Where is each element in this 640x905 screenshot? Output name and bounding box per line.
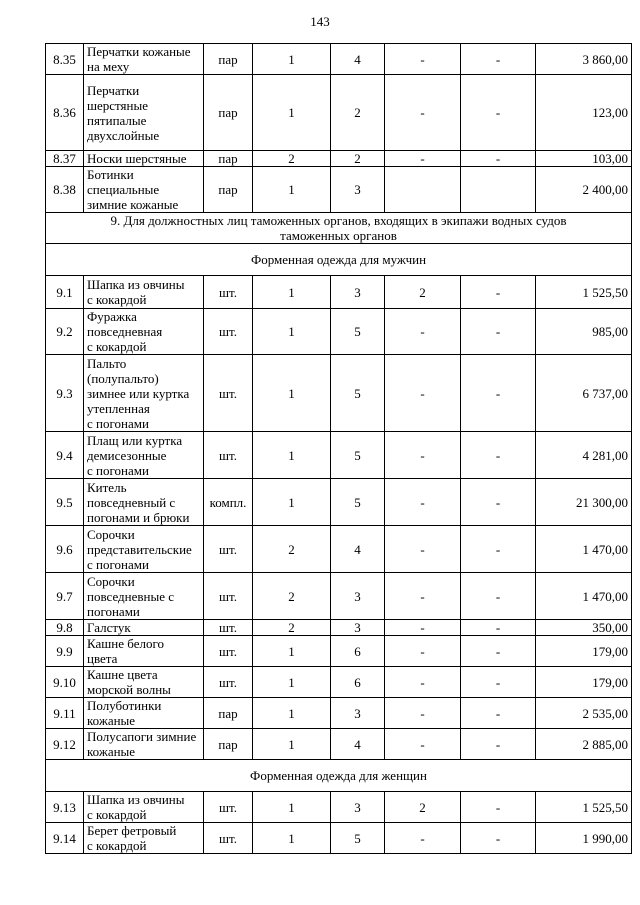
unit-cell: шт. [204, 667, 253, 698]
item-name-cell: Носки шерстяные [84, 151, 204, 167]
quantity-cell: 2 [253, 151, 331, 167]
item-name-cell: Плащ или куртка демисезонные с погонами [84, 432, 204, 479]
column-5-cell: - [385, 698, 461, 729]
quantity-cell: 1 [253, 432, 331, 479]
table-row [46, 75, 632, 151]
price-cell: 4 281,00 [536, 432, 632, 479]
quantity-cell: 1 [253, 729, 331, 760]
column-5-cell: - [385, 44, 461, 75]
price-cell: 103,00 [536, 151, 632, 167]
item-number-cell: 9.4 [46, 432, 84, 479]
section-row [46, 213, 632, 244]
table-row [46, 355, 632, 432]
unit-cell: компл. [204, 479, 253, 526]
item-number-cell: 9.14 [46, 823, 84, 854]
column-5-cell: - [385, 75, 461, 151]
unit-cell: шт. [204, 792, 253, 823]
column-5-cell: - [385, 479, 461, 526]
item-name-cell: Перчатки кожаные на меху [84, 44, 204, 75]
unit-cell: шт. [204, 620, 253, 636]
item-name-cell: Пальто (полупальто) зимнее или куртка утепленная с погонами [84, 355, 204, 432]
column-6-cell: - [461, 698, 536, 729]
column-6-cell: - [461, 151, 536, 167]
wear-period-cell: 3 [331, 792, 385, 823]
column-6-cell: - [461, 432, 536, 479]
wear-period-cell: 5 [331, 309, 385, 355]
price-cell: 985,00 [536, 309, 632, 355]
wear-period-cell: 4 [331, 729, 385, 760]
subsection-title: Форменная одежда для мужчин [46, 244, 632, 276]
quantity-cell: 1 [253, 44, 331, 75]
table-row [46, 167, 632, 213]
column-6-cell: - [461, 792, 536, 823]
quantity-cell: 2 [253, 526, 331, 573]
subsection-row [46, 244, 632, 276]
unit-cell: пар [204, 44, 253, 75]
item-name-cell: Галстук [84, 620, 204, 636]
page-number: 143 [310, 14, 330, 29]
table-row [46, 620, 632, 636]
item-name-cell: Ботинки специальные зимние кожаные [84, 167, 204, 213]
item-number-cell: 9.12 [46, 729, 84, 760]
wear-period-cell: 6 [331, 667, 385, 698]
unit-cell: пар [204, 729, 253, 760]
item-number-cell: 9.5 [46, 479, 84, 526]
quantity-cell: 2 [253, 620, 331, 636]
price-cell: 2 885,00 [536, 729, 632, 760]
price-cell: 3 860,00 [536, 44, 632, 75]
item-name-cell: Фуражка повседневная с кокардой [84, 309, 204, 355]
quantity-cell: 1 [253, 479, 331, 526]
column-5-cell: 2 [385, 276, 461, 309]
table-row [46, 151, 632, 167]
column-5-cell: - [385, 620, 461, 636]
price-cell: 179,00 [536, 667, 632, 698]
wear-period-cell: 4 [331, 526, 385, 573]
wear-period-cell: 2 [331, 75, 385, 151]
column-6-cell: - [461, 75, 536, 151]
unit-cell: шт. [204, 573, 253, 620]
column-6-cell: - [461, 729, 536, 760]
item-name-cell: Полуботинки кожаные [84, 698, 204, 729]
price-cell: 21 300,00 [536, 479, 632, 526]
column-5-cell: - [385, 526, 461, 573]
subsection-title: Форменная одежда для женщин [46, 760, 632, 792]
column-6-cell: - [461, 667, 536, 698]
table-row [46, 823, 632, 854]
unit-cell: пар [204, 167, 253, 213]
table-row [46, 276, 632, 309]
column-6-cell [461, 167, 536, 213]
column-5-cell: - [385, 151, 461, 167]
item-number-cell: 9.1 [46, 276, 84, 309]
quantity-cell: 1 [253, 823, 331, 854]
item-number-cell: 8.35 [46, 44, 84, 75]
column-5-cell: - [385, 355, 461, 432]
unit-cell: шт. [204, 355, 253, 432]
column-6-cell: - [461, 309, 536, 355]
quantity-cell: 1 [253, 355, 331, 432]
column-5-cell: - [385, 573, 461, 620]
column-6-cell: - [461, 620, 536, 636]
item-number-cell: 9.8 [46, 620, 84, 636]
price-cell: 1 470,00 [536, 526, 632, 573]
column-5-cell: - [385, 667, 461, 698]
unit-cell: шт. [204, 636, 253, 667]
table-row [46, 729, 632, 760]
item-name-cell: Кашне цвета морской волны [84, 667, 204, 698]
wear-period-cell: 5 [331, 355, 385, 432]
quantity-cell: 1 [253, 667, 331, 698]
norms-table [45, 43, 632, 854]
wear-period-cell: 3 [331, 276, 385, 309]
column-6-cell: - [461, 44, 536, 75]
item-name-cell: Шапка из овчины с кокардой [84, 792, 204, 823]
unit-cell: шт. [204, 309, 253, 355]
item-number-cell: 9.11 [46, 698, 84, 729]
table-row [46, 479, 632, 526]
subsection-row [46, 760, 632, 792]
wear-period-cell: 3 [331, 573, 385, 620]
item-number-cell: 9.9 [46, 636, 84, 667]
wear-period-cell: 5 [331, 479, 385, 526]
item-name-cell: Китель повседневный с погонами и брюки [84, 479, 204, 526]
column-5-cell: - [385, 636, 461, 667]
item-number-cell: 9.6 [46, 526, 84, 573]
price-cell: 2 400,00 [536, 167, 632, 213]
section-title: 9. Для должностных лиц таможенных органов, входящих в экипажи водных судов таможенных органов [46, 213, 632, 244]
column-6-cell: - [461, 526, 536, 573]
table-body [46, 44, 632, 854]
column-6-cell: - [461, 823, 536, 854]
price-cell: 1 990,00 [536, 823, 632, 854]
table-row [46, 698, 632, 729]
column-5-cell: - [385, 823, 461, 854]
item-number-cell: 8.36 [46, 75, 84, 151]
price-cell: 1 525,50 [536, 792, 632, 823]
unit-cell: шт. [204, 823, 253, 854]
item-number-cell: 8.37 [46, 151, 84, 167]
quantity-cell: 1 [253, 309, 331, 355]
wear-period-cell: 3 [331, 698, 385, 729]
quantity-cell: 1 [253, 636, 331, 667]
item-number-cell: 8.38 [46, 167, 84, 213]
column-5-cell: - [385, 432, 461, 479]
quantity-cell: 1 [253, 792, 331, 823]
wear-period-cell: 3 [331, 620, 385, 636]
unit-cell: пар [204, 698, 253, 729]
quantity-cell: 1 [253, 167, 331, 213]
item-number-cell: 9.7 [46, 573, 84, 620]
price-cell: 123,00 [536, 75, 632, 151]
table-row [46, 309, 632, 355]
unit-cell: шт. [204, 526, 253, 573]
item-name-cell: Шапка из овчины с кокардой [84, 276, 204, 309]
table-row [46, 667, 632, 698]
column-6-cell: - [461, 276, 536, 309]
quantity-cell: 1 [253, 276, 331, 309]
table-row [46, 792, 632, 823]
item-name-cell: Полусапоги зимние кожаные [84, 729, 204, 760]
wear-period-cell: 2 [331, 151, 385, 167]
table-row [46, 44, 632, 75]
price-cell: 1 470,00 [536, 573, 632, 620]
quantity-cell: 1 [253, 75, 331, 151]
item-name-cell: Берет фетровый с кокардой [84, 823, 204, 854]
table-row [46, 573, 632, 620]
column-5-cell: - [385, 729, 461, 760]
wear-period-cell: 4 [331, 44, 385, 75]
table-row [46, 526, 632, 573]
wear-period-cell: 3 [331, 167, 385, 213]
unit-cell: пар [204, 75, 253, 151]
price-cell: 6 737,00 [536, 355, 632, 432]
item-number-cell: 9.13 [46, 792, 84, 823]
unit-cell: шт. [204, 432, 253, 479]
item-number-cell: 9.2 [46, 309, 84, 355]
column-6-cell: - [461, 479, 536, 526]
item-name-cell: Кашне белого цвета [84, 636, 204, 667]
unit-cell: шт. [204, 276, 253, 309]
item-name-cell: Сорочки повседневные с погонами [84, 573, 204, 620]
quantity-cell: 1 [253, 698, 331, 729]
column-6-cell: - [461, 573, 536, 620]
column-6-cell: - [461, 636, 536, 667]
column-5-cell [385, 167, 461, 213]
quantity-cell: 2 [253, 573, 331, 620]
item-number-cell: 9.10 [46, 667, 84, 698]
column-6-cell: - [461, 355, 536, 432]
item-name-cell: Сорочки представительские с погонами [84, 526, 204, 573]
price-cell: 179,00 [536, 636, 632, 667]
item-name-cell: Перчатки шерстяные пятипалые двухслойные [84, 75, 204, 151]
column-5-cell: - [385, 309, 461, 355]
wear-period-cell: 5 [331, 823, 385, 854]
wear-period-cell: 5 [331, 432, 385, 479]
price-cell: 1 525,50 [536, 276, 632, 309]
table-row [46, 636, 632, 667]
table-row [46, 432, 632, 479]
item-number-cell: 9.3 [46, 355, 84, 432]
column-5-cell: 2 [385, 792, 461, 823]
wear-period-cell: 6 [331, 636, 385, 667]
unit-cell: пар [204, 151, 253, 167]
price-cell: 2 535,00 [536, 698, 632, 729]
price-cell: 350,00 [536, 620, 632, 636]
